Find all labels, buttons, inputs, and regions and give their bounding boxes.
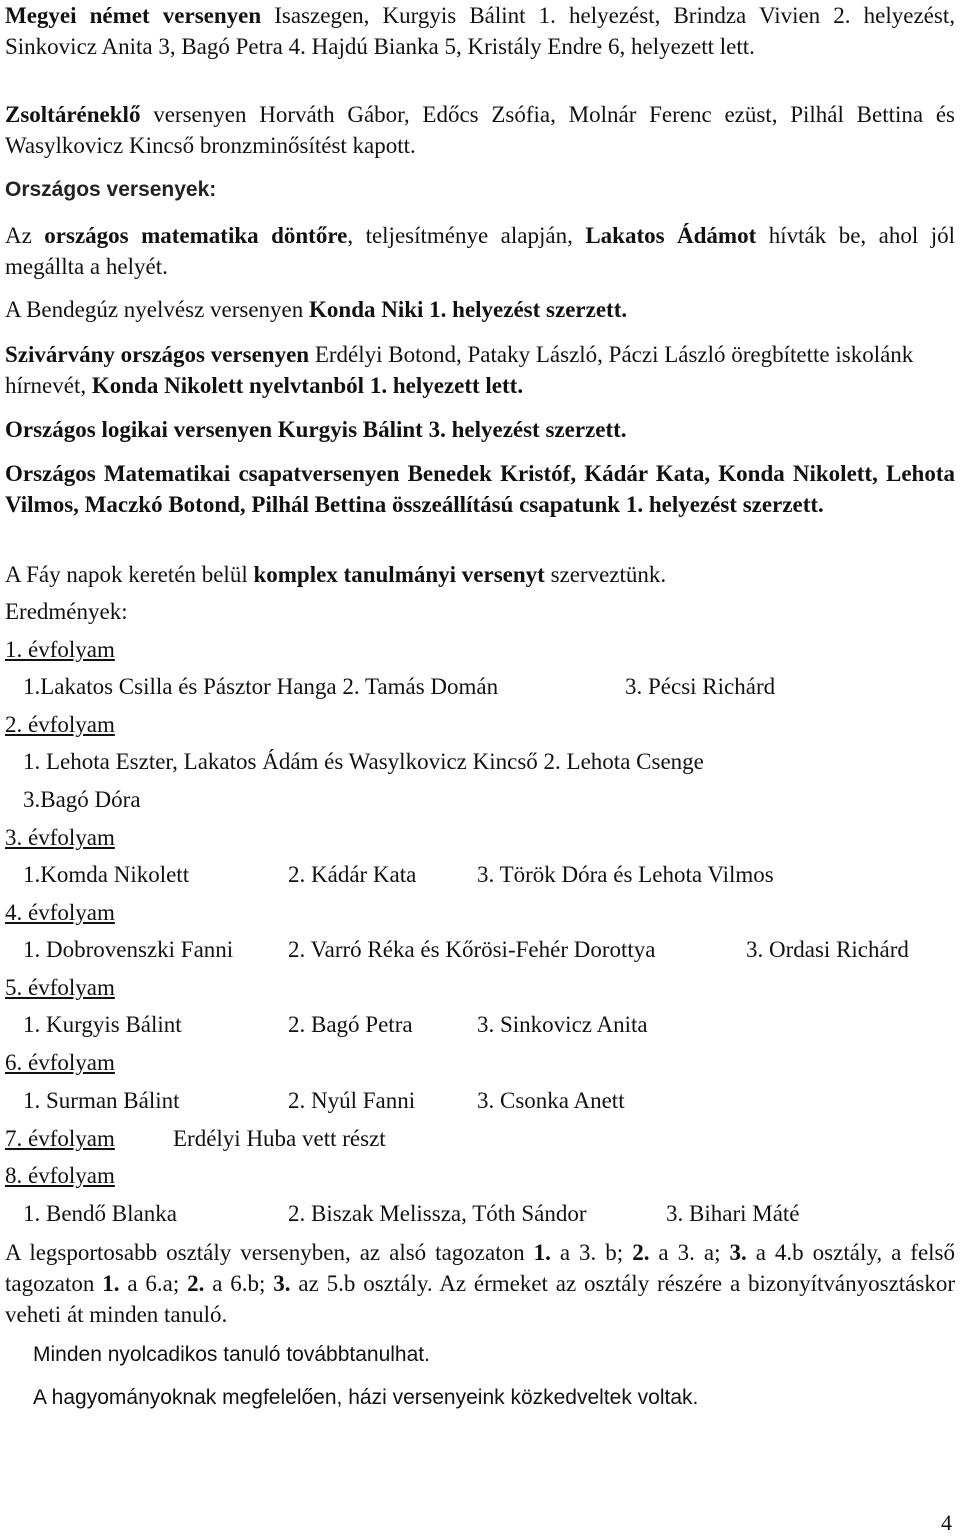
bold-text: Konda Niki 1. helyezést szerzett. xyxy=(309,297,628,322)
result-text: 3. Pécsi Richárd xyxy=(625,674,776,699)
text: a 6.b; xyxy=(204,1271,274,1296)
grade-3-heading xyxy=(5,822,173,853)
grade-label: 3. évfolyam xyxy=(5,825,115,850)
page-number: 4 xyxy=(941,1510,952,1535)
grade-label: 4. évfolyam xyxy=(5,900,115,925)
grade-1-results xyxy=(5,671,775,702)
bold-text: Szivárvány országos versenyen xyxy=(5,342,310,367)
grade-4-results xyxy=(5,934,909,965)
paragraph-megyei-nemet xyxy=(5,0,955,62)
bold-text: 1. xyxy=(533,1240,551,1265)
bold-text: 3. xyxy=(729,1240,747,1265)
bold-text: Országos logikai versenyen Kurgyis Bálint 3. helyezést szerzett. xyxy=(5,417,627,442)
bold-text: Zsoltáréneklő xyxy=(5,102,141,127)
result-text: 3. Sinkovicz Anita xyxy=(477,1012,648,1037)
result-text: 1. Bendő Blanka xyxy=(23,1201,177,1226)
paragraph-matematika-donto xyxy=(5,220,955,282)
grade-8-heading xyxy=(5,1160,173,1191)
paragraph-logikai xyxy=(5,414,627,445)
text: a 3. a; xyxy=(649,1240,730,1265)
text: szerveztünk. xyxy=(544,562,667,587)
grade-8-results xyxy=(5,1198,800,1229)
result-text: 3. Ordasi Richárd xyxy=(746,937,909,962)
bold-text: országos matematika döntőre xyxy=(44,223,348,248)
heading-text: Országos versenyek: xyxy=(5,178,217,201)
bold-text: 2. xyxy=(187,1271,205,1296)
text: Az xyxy=(5,223,45,248)
result-text: 2. Kádár Kata xyxy=(288,862,417,887)
result-text: 3. Csonka Anett xyxy=(477,1088,625,1113)
paragraph-zsoltarenekl xyxy=(5,99,955,161)
result-text: 1. Dobrovenszki Fanni xyxy=(23,937,234,962)
bold-text: 2. xyxy=(632,1240,650,1265)
grade-5-results xyxy=(5,1009,648,1040)
paragraph-csapatverseny xyxy=(5,458,955,520)
grade-label: 1. évfolyam xyxy=(5,637,115,662)
bold-text: 1. xyxy=(102,1271,120,1296)
result-text: 2. Varró Réka és Kőrösi-Fehér Dorottya xyxy=(288,937,656,962)
paragraph-hagyomanyok: A hagyományoknak megfelelően, házi versenyeink közkedveltek voltak. xyxy=(33,1386,699,1409)
text: , teljesítménye alapján, xyxy=(347,223,586,248)
text: az 5.b osztály. Az érmeket az osztály részére a bizonyítványosztáskor veheti át minden tanuló. xyxy=(5,1271,955,1327)
paragraph-legsportosabb xyxy=(5,1237,955,1330)
grade-7-note: Erdélyi Huba vett részt xyxy=(173,1126,386,1151)
result-text: 2. Nyúl Fanni xyxy=(288,1088,416,1113)
paragraph-bendeguz xyxy=(5,294,627,325)
bold-text: Konda Nikolett nyelvtanból 1. helyezett lett. xyxy=(91,373,524,398)
grade-2-results-line2: 3.Bagó Dóra xyxy=(23,787,141,812)
grade-3-results xyxy=(5,859,774,890)
text: A Bendegúz nyelvész versenyen xyxy=(5,297,310,322)
text: Isaszegen, Kurgyis Bálint 1. helyezést, Brindza Vivien 2. helyezést, Sinkovicz Anita 3, Bagó Petra 4. Hajdú Bianka 5, Kristály Endre 6, helyezett lett. xyxy=(5,3,955,59)
text: a 3. b; xyxy=(550,1240,633,1265)
result-text: 1.Komda Nikolett xyxy=(23,862,190,887)
grade-2-results-line1: 1. Lehota Eszter, Lakatos Ádám és Wasylkovicz Kincső 2. Lehota Csenge xyxy=(23,749,704,774)
paragraph-fay-napok xyxy=(5,559,666,590)
heading-orszagos-versenyek xyxy=(5,174,216,205)
text: A legsportosabb osztály versenyben, az alsó tagozaton xyxy=(5,1240,534,1265)
grade-2-heading xyxy=(5,709,173,740)
grade-label: 2. évfolyam xyxy=(5,712,115,737)
result-text: 1. Kurgyis Bálint xyxy=(23,1012,182,1037)
result-text: 3. Török Dóra és Lehota Vilmos xyxy=(477,862,774,887)
bold-text: 3. xyxy=(273,1271,291,1296)
text: versenyen Horváth Gábor, Edőcs Zsófia, Molnár Ferenc ezüst, Pilhál Bettina és Wasylkovicz Kincső bronzminősítést kapott. xyxy=(5,102,955,158)
grade-1-heading xyxy=(5,634,173,665)
bold-text: Országos Matematikai csapatversenyen Benedek Kristóf, Kádár Kata, Konda Nikolett, Lehota Vilmos, Maczkó Botond, Pilhál Bettina összeállítású csapatunk 1. helyezést szerzett. xyxy=(5,461,955,517)
paragraph-nyolcadikos: Minden nyolcadikos tanuló továbbtanulhat. xyxy=(33,1343,430,1366)
grade-label: 7. évfolyam xyxy=(5,1126,115,1151)
grade-5-heading xyxy=(5,972,173,1003)
bold-text: komplex tanulmányi versenyt xyxy=(253,562,545,587)
text: Erdélyi Botond, Pataky László, Páczi László öregbítette iskolánk hírnevét, xyxy=(5,342,914,398)
grade-label: 6. évfolyam xyxy=(5,1050,115,1075)
text: A Fáy napok keretén belül xyxy=(5,562,254,587)
bold-text: Lakatos Ádámot xyxy=(585,223,757,248)
text: a 4.b osztály, a felső tagozaton xyxy=(5,1240,955,1296)
result-text: 1. Surman Bálint xyxy=(23,1088,180,1113)
result-text: 2. Biszak Melissza, Tóth Sándor xyxy=(288,1201,587,1226)
text: a 6.a; xyxy=(119,1271,188,1296)
grade-label: 5. évfolyam xyxy=(5,975,115,1000)
bold-text: Megyei német versenyen xyxy=(5,3,262,28)
result-text: 1.Lakatos Csilla és Pásztor Hanga 2. Tamás Domán xyxy=(23,674,499,699)
grade-4-heading xyxy=(5,897,173,928)
grade-label: 8. évfolyam xyxy=(5,1163,115,1188)
results-label: Eredmények: xyxy=(5,599,128,624)
grade-6-heading xyxy=(5,1047,173,1078)
result-text: 3. Bihari Máté xyxy=(666,1201,800,1226)
text: hívták be, ahol jól megállta a helyét. xyxy=(5,223,956,279)
grade-6-results xyxy=(5,1085,625,1116)
result-text: 2. Bagó Petra xyxy=(288,1012,413,1037)
paragraph-szivarvany xyxy=(5,339,955,401)
grade-7-heading xyxy=(5,1123,386,1154)
